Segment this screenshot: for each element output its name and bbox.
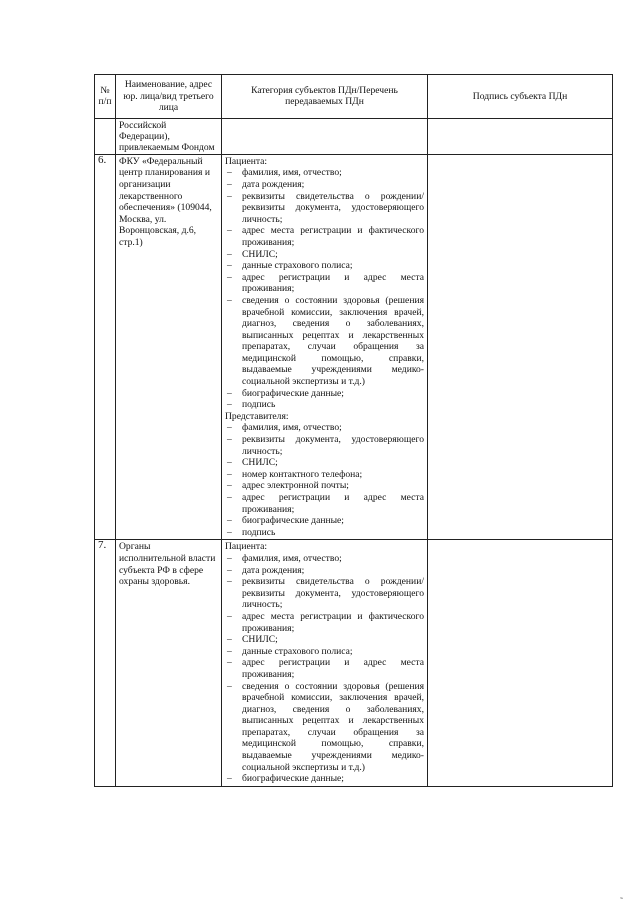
list-item — [225, 527, 424, 539]
list-item-text: биографические данные; — [242, 773, 344, 785]
list-item — [225, 657, 424, 680]
dash-bullet-icon: – — [227, 271, 232, 283]
dash-bullet-icon: – — [227, 248, 232, 260]
list-item-text: СНИЛС; — [242, 457, 278, 469]
list-item — [225, 565, 424, 577]
list-item — [225, 179, 424, 191]
list-item-text: реквизиты свидетельства о рождении/реквизиты документа, удостоверяющего личность; — [242, 576, 424, 611]
list-item-text: реквизиты документа, удостоверяющего личность; — [242, 434, 424, 457]
dash-bullet-icon: – — [227, 526, 232, 538]
list-item-text: фамилия, имя, отчество; — [242, 167, 342, 179]
dash-bullet-icon: – — [227, 434, 232, 446]
header-category: Категория субъектов ПДн/Перечень передаваемых ПДн — [222, 75, 428, 119]
row7-patient-list — [225, 553, 424, 785]
list-item-text: данные страхового полиса; — [242, 260, 353, 272]
list-item — [225, 225, 424, 248]
dash-bullet-icon: – — [227, 178, 232, 190]
dash-bullet-icon: – — [227, 657, 232, 669]
table-row-continuation — [95, 118, 613, 154]
list-item-text: СНИЛС; — [242, 248, 278, 260]
dash-bullet-icon: – — [227, 167, 232, 179]
row6-representative-list — [225, 422, 424, 538]
list-item-text: адрес электронной почты; — [242, 480, 349, 492]
list-item — [225, 457, 424, 469]
row7-num: 7. — [95, 540, 116, 786]
dash-bullet-icon: – — [227, 260, 232, 272]
row7-category-cell — [222, 540, 428, 786]
table-row-6 — [95, 154, 613, 540]
dash-bullet-icon: – — [227, 468, 232, 480]
cont-num-cell — [95, 118, 116, 154]
dash-bullet-icon: – — [227, 564, 232, 576]
dash-bullet-icon: – — [227, 515, 232, 527]
header-name: Наименование, адрес юр. лица/вид третьего лица — [116, 75, 222, 119]
list-item — [225, 773, 424, 785]
list-item — [225, 515, 424, 527]
list-item — [225, 422, 424, 434]
row7-signature-cell — [428, 540, 613, 786]
list-item-text: данные страхового полиса; — [242, 645, 353, 657]
list-item — [225, 191, 424, 226]
dash-bullet-icon: – — [227, 457, 232, 469]
dash-bullet-icon: – — [227, 552, 232, 564]
list-item — [225, 260, 424, 272]
list-item-text: реквизиты свидетельства о рождении/реквизиты документа, удостоверяющего личность; — [242, 190, 424, 225]
dash-bullet-icon: – — [227, 680, 232, 692]
list-item — [225, 399, 424, 411]
list-item-text: адрес места регистрации и фактического проживания; — [242, 610, 424, 634]
dash-bullet-icon: – — [227, 634, 232, 646]
list-item-text: номер контактного телефона; — [242, 468, 363, 480]
list-item-text: СНИЛС; — [242, 634, 278, 646]
list-item — [225, 553, 424, 565]
list-item — [225, 167, 424, 179]
header-num: № п/п — [95, 75, 116, 119]
cont-category-cell — [222, 118, 428, 154]
table-header-row — [95, 75, 613, 119]
dash-bullet-icon: – — [227, 610, 232, 622]
list-item-text: фамилия, имя, отчество; — [242, 552, 342, 564]
list-item-text: дата рождения; — [242, 178, 305, 190]
row7-name: Органы исполнительной власти субъекта РФ в сфере охраны здоровья. — [116, 540, 222, 786]
list-item — [225, 249, 424, 261]
list-item-text: подпись — [242, 399, 276, 411]
row6-name: ФКУ «Федеральный центр планирования и организации лекарственного обеспечения» (109044, Москва, ул. Воронцовская, д.6, стр.1) — [116, 154, 222, 540]
list-item — [225, 295, 424, 388]
list-item — [225, 480, 424, 492]
row6-group-patient: Пациента: — [225, 155, 268, 167]
row6-category-cell — [222, 154, 428, 540]
dash-bullet-icon: – — [227, 387, 232, 399]
personal-data-transfer-table — [94, 74, 613, 787]
list-item-text: адрес регистрации и адрес места проживания; — [242, 271, 424, 295]
dash-bullet-icon: – — [227, 399, 232, 411]
list-item — [225, 611, 424, 634]
list-item-text: адрес регистрации и адрес места проживания; — [242, 657, 424, 680]
list-item-text: подпись — [242, 526, 276, 538]
list-item-text: адрес места регистрации и фактического проживания; — [242, 225, 424, 248]
list-item-text: сведения о состоянии здоровья (решения врачебной комиссии, заключения врачей, диагноз, сведения о заболеваниях, выписанных рецептах и лекарственных препаратах, случаи обращения за медицинской помощью, справки, выдаваемые учреждениями медико-социальной экспертизы и т.д.) — [242, 294, 424, 388]
dash-bullet-icon: – — [227, 645, 232, 657]
list-item-text: адрес регистрации и адрес места проживания; — [242, 492, 424, 515]
row6-patient-list — [225, 167, 424, 410]
row6-signature-cell — [428, 154, 613, 540]
list-item — [225, 576, 424, 611]
dash-bullet-icon: – — [227, 576, 232, 588]
list-item — [225, 492, 424, 515]
list-item-text: фамилия, имя, отчество; — [242, 422, 342, 434]
header-signature: Подпись субъекта ПДн — [428, 75, 613, 119]
list-item — [225, 434, 424, 457]
dash-bullet-icon: – — [227, 294, 232, 306]
cont-name-cell: Российской Федерации), привлекаемым Фондом — [116, 118, 222, 154]
list-item-text: сведения о состоянии здоровья (решения врачебной комиссии, заключения врачей, диагноз, сведения о заболеваниях, выписанных рецептах и лекарственных препаратах, случаи обращения за медицинской помощью, справки, выдаваемые учреждениями медико-социальной экспертизы и т.д.) — [242, 680, 424, 773]
list-item — [225, 469, 424, 481]
cont-signature-cell — [428, 118, 613, 154]
list-item — [225, 681, 424, 774]
list-item — [225, 388, 424, 400]
list-item-text: биографические данные; — [242, 387, 344, 399]
row6-group-representative: Представителя: — [225, 410, 289, 422]
list-item — [225, 634, 424, 646]
scan-mark: ˜ — [620, 896, 623, 906]
dash-bullet-icon: – — [227, 480, 232, 492]
table-row-7 — [95, 540, 613, 786]
dash-bullet-icon: – — [227, 190, 232, 202]
list-item — [225, 272, 424, 295]
list-item — [225, 646, 424, 658]
row7-group-patient: Пациента: — [225, 541, 268, 553]
dash-bullet-icon: – — [227, 225, 232, 237]
list-item-text: дата рождения; — [242, 564, 305, 576]
dash-bullet-icon: – — [227, 492, 232, 503]
dash-bullet-icon: – — [227, 422, 232, 434]
dash-bullet-icon: – — [227, 773, 232, 785]
row6-num: 6. — [95, 154, 116, 540]
list-item-text: биографические данные; — [242, 515, 344, 527]
